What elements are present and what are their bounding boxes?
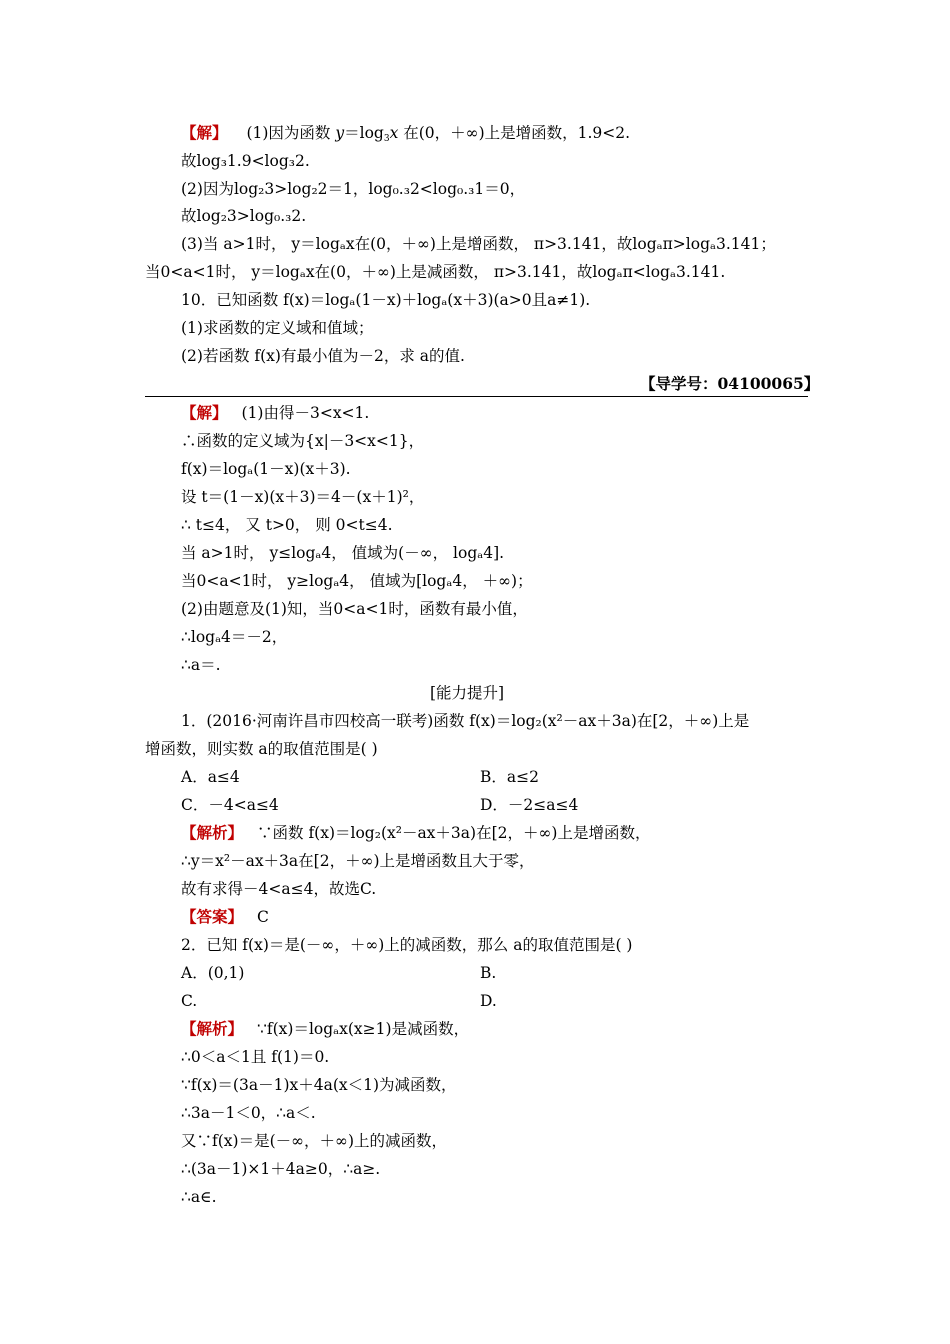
q1-analysis-line-3: 故有求得－4<a≤4，故选C. [181, 880, 377, 898]
q1-stem-line-1: 1．(2016·河南许昌市四校高一联考)函数 f(x)＝log₂(x²－ax＋3a)在[2，＋∞)上是 [181, 712, 750, 730]
q10-part1: (1)求函数的定义域和值域； [181, 319, 374, 337]
q10-sol-line-1: 【解】 (1)由得－3<x<1. [181, 403, 370, 422]
q1-option-a: A．a≤4 [181, 768, 240, 786]
q1-stem-line-2: 增函数，则实数 a的取值范围是( ) [145, 740, 378, 758]
q10-sol-line-3: f(x)＝logₐ(1－x)(x＋3). [181, 460, 351, 478]
solution-line-5: (3)当 a>1时， y＝logₐx在(0，＋∞)上是增函数， π>3.141，故logₐπ>logₐ3.141； [181, 235, 776, 253]
q1-option-d: D．－2≤a≤4 [480, 796, 579, 814]
solution-line-2: 故log₃1.9<log₃2. [181, 152, 310, 170]
q2-analysis-line-4: ∴3a－1＜0，∴a＜. [181, 1104, 316, 1122]
q1-answer-line [181, 907, 269, 927]
q2-option-c: C. [181, 992, 198, 1010]
q2-analysis-line-7: ∴a∈. [181, 1188, 217, 1206]
solution-tag: 【解】 [181, 123, 228, 142]
q2-analysis-line-1: 【解析】 ∵f(x)＝logₐx(x≥1)是减函数， [181, 1019, 470, 1038]
q1-answer: C [257, 908, 269, 926]
solution-line-6: 当0<a<1时， y＝logₐx在(0，＋∞)上是减函数， π>3.141，故logₐπ<logₐ3.141. [145, 263, 726, 281]
q2-analysis-line-3: ∵f(x)＝(3a－1)x＋4a(x＜1)为减函数， [181, 1076, 457, 1094]
q10-sol-line-4: 设 t＝(1－x)(x＋3)＝4－(x＋1)²， [181, 488, 425, 506]
q1-analysis-line-2: ∴y＝x²－ax＋3a在[2，＋∞)上是增函数且大于零， [181, 852, 535, 870]
solution-line-3: (2)因为log₂3>log₂2＝1，log₀.₃2<log₀.₃1＝0， [181, 180, 526, 198]
q10-stem: 10．已知函数 f(x)＝logₐ(1－x)＋logₐ(x＋3)(a>0且a≠1). [181, 291, 591, 309]
answer-tag: 【答案】 [181, 907, 244, 926]
q2-option-b: B. [480, 964, 497, 982]
q2-stem: 2．已知 f(x)＝是(－∞，＋∞)上的减函数，那么 a的取值范围是( ) [181, 936, 633, 954]
q10-sol-line-9: ∴logₐ4＝－2， [181, 628, 288, 646]
q10-sol-line-2: ∴函数的定义域为{x|－3<x<1}， [181, 432, 425, 450]
q2-option-d: D. [480, 992, 497, 1010]
section-title: [能力提升] [430, 684, 505, 702]
q2-analysis-line-6: ∴(3a－1)×1＋4a≥0，∴a≥. [181, 1160, 381, 1178]
q10-sol-line-5: ∴ t≤4， 又 t>0， 则 0<t≤4. [181, 516, 393, 534]
analysis-tag: 【解析】 [181, 823, 244, 842]
q1-option-c: C．－4<a≤4 [181, 796, 279, 814]
q1-option-b: B．a≤2 [480, 768, 539, 786]
q2-analysis-line-2: ∴0＜a＜1且 f(1)＝0. [181, 1048, 330, 1066]
solution-tag: 【解】 [181, 403, 228, 422]
divider [145, 396, 808, 397]
guide-number: 【导学号：04100065】 [640, 374, 820, 393]
q10-sol-line-6: 当 a>1时， y≤logₐ4， 值域为(－∞， logₐ4]. [181, 544, 505, 562]
q1-analysis-line-1: 【解析】 ∵函数 f(x)＝log₂(x²－ax＋3a)在[2，＋∞)上是增函数， [181, 823, 651, 842]
q10-sol-line-10: ∴a＝. [181, 656, 221, 674]
q2-analysis-line-5: 又∵f(x)＝是(－∞，＋∞)上的减函数， [181, 1132, 447, 1150]
q10-sol-line-8: (2)由题意及(1)知，当0<a<1时，函数有最小值， [181, 600, 528, 618]
q2-option-a: A．(0,1) [181, 964, 245, 982]
q10-part2: (2)若函数 f(x)有最小值为－2，求 a的值. [181, 347, 465, 365]
q10-sol-line-7: 当0<a<1时， y≥logₐ4， 值域为[logₐ4， ＋∞)； [181, 572, 533, 590]
analysis-tag: 【解析】 [181, 1019, 244, 1038]
solution-line-1: 【解】 (1)因为函数 $y=\log_3x$ 在(0，＋∞)上是增函数，1.9<2. [181, 123, 631, 144]
solution-line-4: 故log₂3>log₀.₃2. [181, 207, 307, 225]
